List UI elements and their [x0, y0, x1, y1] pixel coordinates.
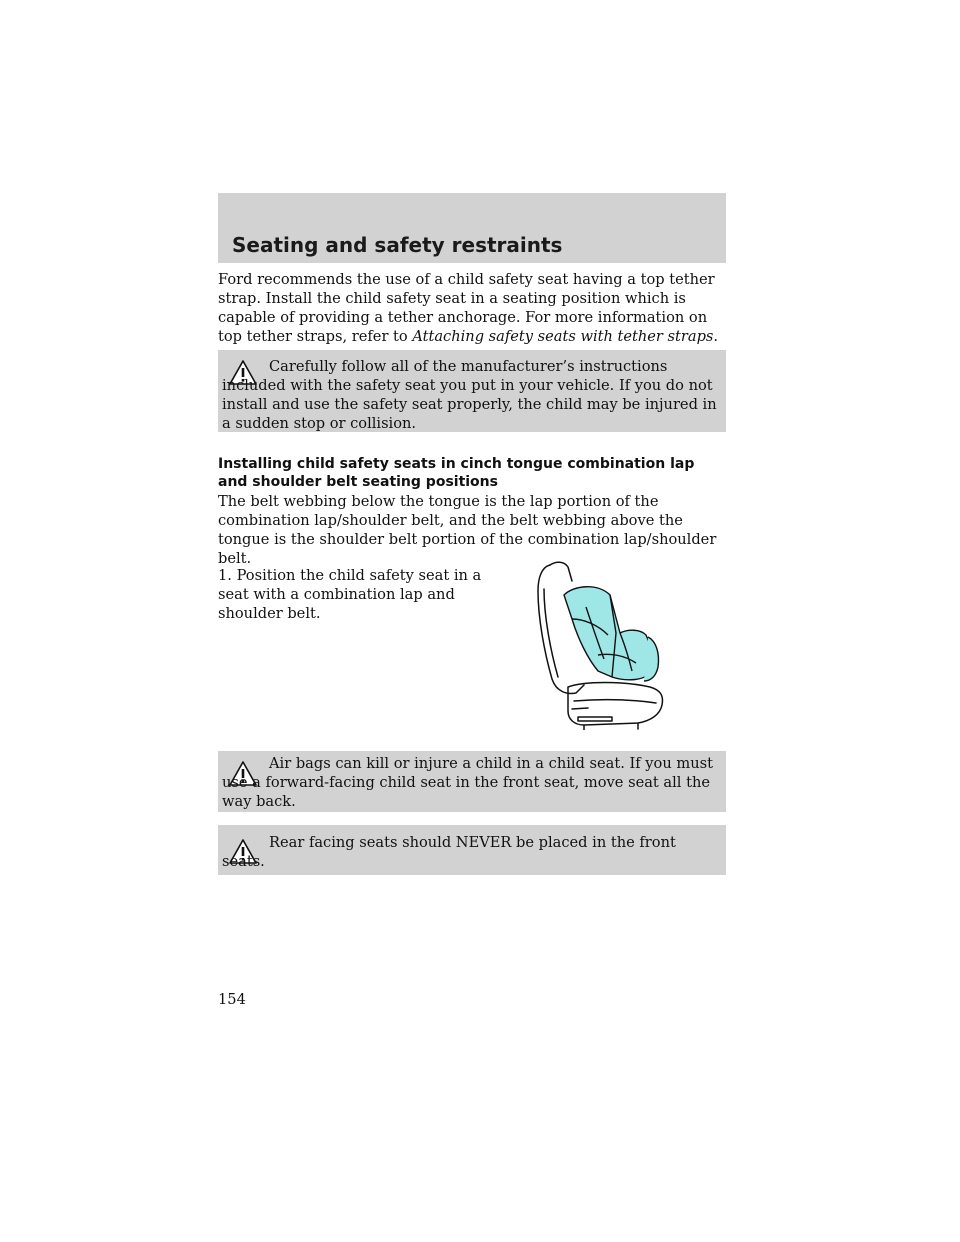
- warning-text: Carefully follow all of the manufacturer’s instructions included with the safety seat you put in your vehicle. If you do not install and use the safety seat properly, the child may be injured in a sudden stop or collision.: [222, 358, 717, 432]
- section-heading: Installing child safety seats in cinch tongue combination lap and shoulder belt seating positions: [218, 456, 695, 490]
- warning-box-rear-facing: [218, 825, 726, 875]
- page-number: 154: [218, 991, 246, 1008]
- belt-description: The belt webbing below the tongue is the lap portion of the combination lap/shoulder belt, and the belt webbing above the tongue is the shoulder belt portion of the combination lap/shoulder belt.: [218, 493, 717, 567]
- warning-text: Rear facing seats should NEVER be placed in the front seats.: [222, 834, 676, 870]
- step-1-text: 1. Position the child safety seat in a seat with a combination lap and shoulder belt.: [218, 567, 482, 622]
- intro-text: Ford recommends the use of a child safety seat having a top tether strap. Install the child safety seat in a seating position which is capable of providing a tether anchorage. For more information on top tether straps, refer to: [218, 271, 715, 345]
- intro-end: .: [713, 328, 719, 345]
- section-header-band: [218, 193, 726, 263]
- warning-text: Air bags can kill or injure a child in a child seat. If you must use a forward-facing child seat in the front seat, move seat all the way back.: [222, 755, 713, 810]
- cross-reference-text: Attaching safety seats with tether straps: [412, 328, 714, 345]
- section-title: Seating and safety restraints: [232, 233, 563, 257]
- warning-box-instructions: [218, 350, 726, 432]
- child-seat-illustration: [528, 555, 678, 730]
- intro-paragraph: [218, 270, 728, 346]
- warning-box-air-bags: [218, 751, 726, 812]
